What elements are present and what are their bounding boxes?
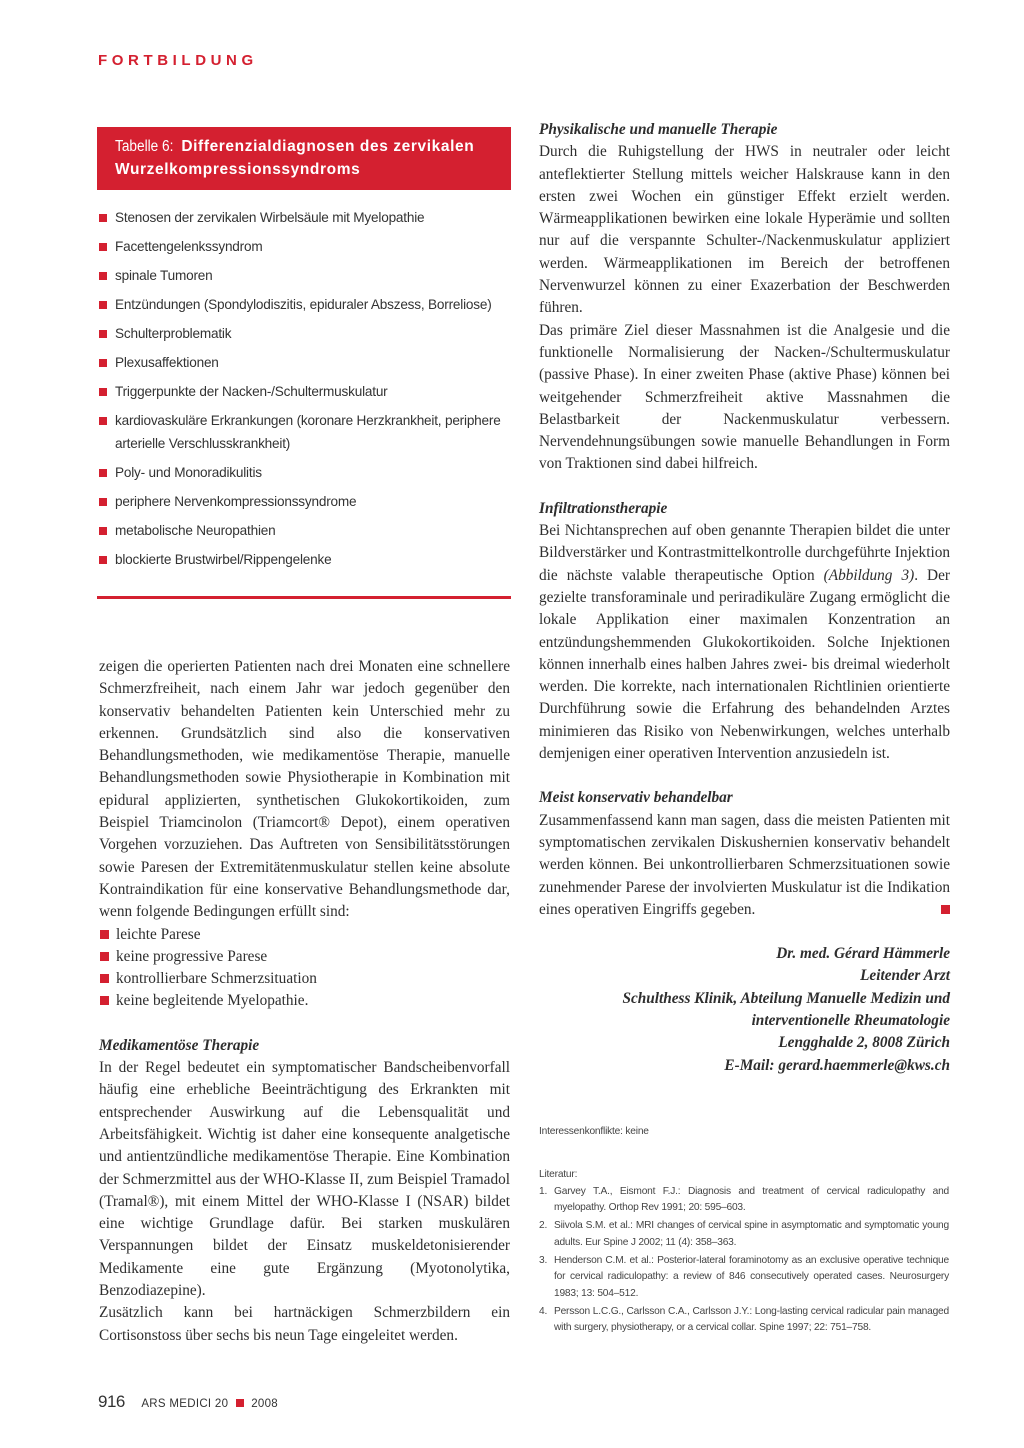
author-name: Dr. med. Gérard Hämmerle (776, 945, 950, 963)
journal-name: ARS MEDICI 20 (141, 1398, 229, 1410)
square-bullet-icon (99, 388, 107, 396)
condition-item: kontrollierbare Schmerzsituation (99, 968, 510, 990)
table-list-item: spinale Tumoren (97, 264, 511, 287)
section-heading: Medikamentöse Therapie (99, 1036, 260, 1054)
author-block (539, 943, 950, 1077)
body-paragraph: In der Regel bedeutet ein symptomatischer Bandscheibenvorfall häufig eine erhebliche Beeinträchtigung des Erkrankten mit entsprechender Auswirkung auf die Lebensqualität und Arbeitsfähigkeit. Wichtig ist daher eine konsequente analgetische und antientzündliche medikamentöse Therapie. Eine Kombination der Schmerzmittel aus der WHO-Klasse II, zum Beispiel Tramadol (Tramal®), mit einem Mittel der WHO-Klasse I (NSAR) bildet eine wichtige Grundlage dafür. Bei starken muskulären Verspannungen bildet der Einsatz muskeldetonisierender Medikamente eine gute Ergänzung (Myotonolytika, Benzodiazepine). (99, 1059, 510, 1300)
section-heading: Infiltrationstherapie (539, 499, 668, 517)
author-email-link[interactable]: E-Mail: gerard.haemmerle@kws.ch (724, 1056, 950, 1074)
square-bullet-icon (99, 469, 107, 477)
square-bullet-icon (100, 930, 109, 939)
table-list-item: Plexusaffektionen (97, 351, 511, 374)
references (539, 1167, 949, 1338)
section-label: FORTBILDUNG (98, 52, 258, 69)
square-bullet-icon (100, 996, 109, 1005)
reference-item: 1. Garvey T.A., Eismont F.J.: Diagnosis and treatment of cervical radiculopathy and myelopathy. Orthop Rev 1991; 20: 595–603. (539, 1185, 949, 1214)
table-list-item: blockierte Brustwirbel/Rippengelenke (97, 548, 511, 571)
author-position: Leitender Arzt (860, 967, 950, 985)
author-address: Lengghalde 2, 8008 Zürich (778, 1034, 950, 1052)
reference-item: 4. Persson L.C.G., Carlsson C.A., Carlsson J.Y.: Long-lasting cervical radicular pain managed with surgery, physiotherapy, or a cervical collar. Spine 1997; 22: 751–758. (539, 1305, 949, 1334)
end-of-article-icon (941, 905, 950, 914)
figure-reference-link[interactable]: (Abbildung 3) (823, 566, 915, 584)
table-list-item: metabolische Neuropathien (97, 519, 511, 542)
table-list-item: kardiovaskuläre Erkrankungen (koronare Herzkrankheit, periphere arterielle Verschlusskrankheit) (97, 409, 511, 455)
author-institution: Schulthess Klinik, Abteilung Manuelle Medizin und (622, 989, 950, 1007)
section-heading: Physikalische und manuelle Therapie (539, 121, 778, 138)
conditions-list (99, 924, 510, 1013)
square-separator-icon (236, 1399, 244, 1407)
condition-item: leichte Parese (99, 924, 510, 946)
condition-item: keine begleitende Myelopathie. (99, 990, 510, 1012)
page-footer (98, 1392, 278, 1412)
section-heading: Meist konservativ behandelbar (539, 789, 733, 807)
table-title: Differenzialdiagnosen des zervikalen Wurzelkompressionssyndroms (115, 138, 475, 178)
table-bottom-rule (97, 596, 511, 599)
square-bullet-icon (99, 556, 107, 564)
left-column (99, 656, 510, 1347)
body-paragraph: zeigen die operierten Patienten nach drei Monaten eine schnellere Schmerzfreiheit, nach einem Jahr war jedoch gegenüber den konservativ behandelten Patienten kein Unterschied mehr zu erkennen. Grundsätzlich sind also die konservativen Behandlungsmethoden, wie medikamentöse Therapie, manuelle Behandlungsmethoden sowie Physiotherapie in Kombination mit epidural applizierten, synthetischen Glukokortikoiden, zum Beispiel Triamcinolon (Triamcort® Depot), einem operativen Vorgehen vorzuziehen. Das Auftreten von Sensibilitätsstörungen sowie Paresen der Extremitätenmuskulatur stellen keine absolute Kontraindikation für eine konservative Behandlungsmethode dar, wenn folgende Bedingungen erfüllt sind: (99, 658, 510, 921)
table-list-item: Facettengelenkssyndrom (97, 235, 511, 258)
reference-list (539, 1184, 949, 1337)
square-bullet-icon (99, 527, 107, 535)
table-list-item: Triggerpunkte der Nacken-/Schultermuskulatur (97, 380, 511, 403)
table-list-item: Entzündungen (Spondylodiszitis, epiduraler Abszess, Borreliose) (97, 293, 511, 316)
condition-item: keine progressive Parese (99, 946, 510, 968)
square-bullet-icon (99, 417, 107, 425)
journal-year: 2008 (251, 1398, 279, 1410)
table-list (97, 190, 511, 571)
square-bullet-icon (99, 330, 107, 338)
reference-item: 3. Henderson C.M. et al.: Posterior-lateral foraminotomy as an exclusive operative technique for cervical radiculopathy: a review of 846 consecutively operated cases. Neurosurgery 1983; 13: 504–512. (539, 1254, 949, 1299)
table-label: Tabelle 6: (115, 138, 174, 155)
right-column (539, 119, 950, 1077)
differential-diagnosis-table (97, 127, 511, 577)
square-bullet-icon (100, 974, 109, 983)
square-bullet-icon (99, 359, 107, 367)
body-paragraph: Zusammenfassend kann man sagen, dass die meisten Patienten mit symptomatischen zervikalen Diskushernien konservativ behandelt werden können. Bei unkontrollierbaren Schmerzsituationen sowie zunehmender Parese der involvierten Muskulatur ist die Indikation eines operativen Eingriffs gegeben. (539, 811, 950, 918)
conflict-of-interest: Interessenkonflikte: keine (539, 1126, 649, 1137)
table-list-item: Poly- und Monoradikulitis (97, 461, 511, 484)
references-heading: Literatur: (539, 1169, 578, 1180)
table-list-item: Schulterproblematik (97, 322, 511, 345)
square-bullet-icon (99, 243, 107, 251)
body-paragraph: Das primäre Ziel dieser Massnahmen ist die Analgesie und die funktionelle Normalisierung der Nacken-/Schultermuskulatur (passive Phase). In einer zweiten Phase (aktive Phase) können bei weitgehender Schmerzfreiheit aktive Massnahmen die Belastbarkeit der Nackenmuskulatur verbessern. Nervendehnungsübungen sowie manuelle Behandlungen in Form von Traktionen sind dabei hilfreich. (539, 321, 950, 473)
body-paragraph: Bei Nichtansprechen auf oben genannte Therapien bildet die unter Bildverstärker und Kontrastmittelkontrolle durchgeführte Injektion die nächste valable therapeutische Option (Abbildung 3). Der gezielte transforaminale und periradikuläre Zugang ermöglicht die lokale Applikation einer maximalen Konzentration an entzündungshemmenden Glukokortikoiden. Solche Injektionen können innerhalb eines halben Jahres zwei- bis dreimal wiederholt werden. Die korrekte, nach internationalen Richtlinien orientierte Durchführung sowie die Erfahrung des behandelnden Arztes minimieren das Risiko von Nebenwirkungen, welches unterhalb demjenigen einer operativen Intervention anzusiedeln ist. (539, 522, 950, 763)
square-bullet-icon (99, 301, 107, 309)
body-paragraph: Zusätzlich kann bei hartnäckigen Schmerzbildern ein Cortisonstoss über sechs bis neun Tage eingeleitet werden. (99, 1304, 510, 1344)
author-institution: interventionelle Rheumatologie (751, 1011, 950, 1029)
square-bullet-icon (99, 498, 107, 506)
table-list-item: periphere Nervenkompressionssyndrome (97, 490, 511, 513)
square-bullet-icon (99, 214, 107, 222)
square-bullet-icon (100, 952, 109, 961)
page-number: 916 (98, 1392, 125, 1411)
table-header (97, 127, 511, 190)
body-paragraph: Durch die Ruhigstellung der HWS in neutraler oder leicht anteflektierter Stellung mittels weicher Halskrause kann in den ersten zwei Wochen ein günstiger Effekt erzielt werden. Wärmeapplikationen bewirken eine lokale Hyperämie und sollten nur auf die verspannte Schulter-/Nackenmuskulatur appliziert werden. Wärmeapplikationen im Bereich der betroffenen Nervenwurzel können zu einer Exazerbation der Beschwerden führen. (539, 143, 950, 317)
table-list-item: Stenosen der zervikalen Wirbelsäule mit Myelopathie (97, 206, 511, 229)
reference-item: 2. Siivola S.M. et al.: MRI changes of cervical spine in asymptomatic and symptomatic young adults. Eur Spine J 2002; 11 (4): 358–363. (539, 1220, 949, 1248)
square-bullet-icon (99, 272, 107, 280)
